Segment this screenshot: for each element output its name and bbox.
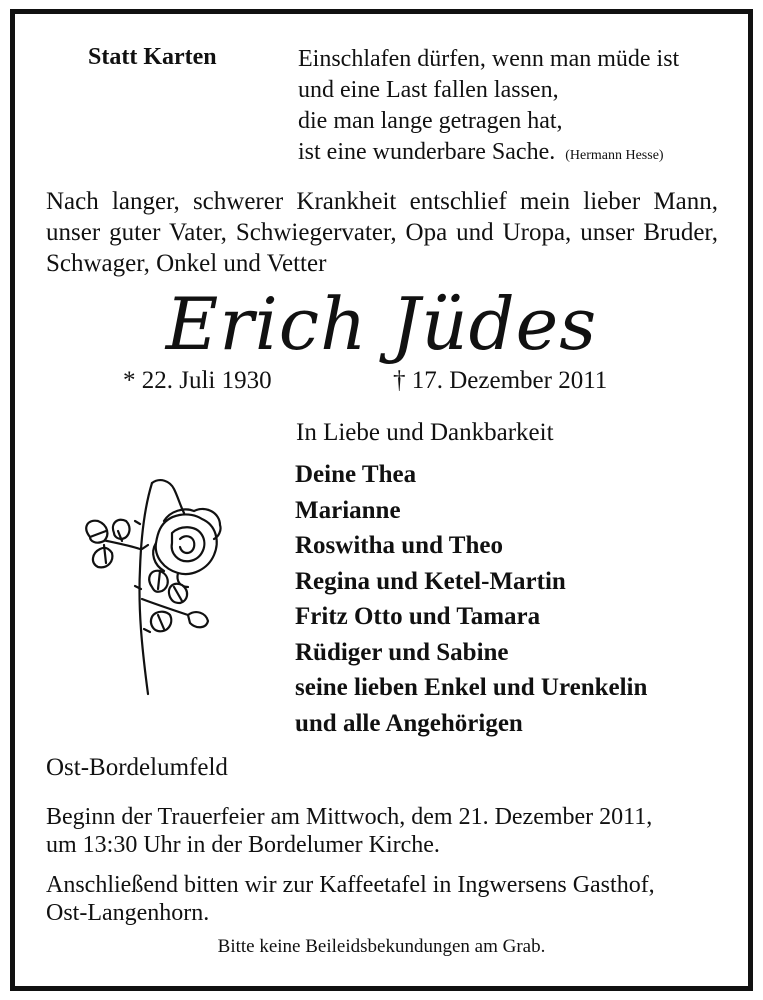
statt-karten-label: Statt Karten — [88, 44, 217, 70]
mourner-name: Fritz Otto und Tamara — [295, 603, 541, 630]
mourner-name: Marianne — [295, 496, 401, 524]
poem-line: die man lange getragen hat, — [298, 108, 563, 134]
mourner-name: Roswitha und Theo — [295, 532, 503, 559]
service-line: um 13:30 Uhr in der Bordelumer Kirche. — [46, 832, 440, 858]
footer-note: Bitte keine Beileidsbekundungen am Grab. — [217, 936, 546, 957]
mourner-name: Rüdiger und Sabine — [295, 638, 509, 666]
intro-paragraph: Nach langer, schwerer Krankheit entschlief mein lieber Mann, unser guter Vater, Schwiegervater, Opa und Uropa, unser Bruder, Schwager, Onkel und Vetter — [46, 188, 718, 277]
reception-line: Anschließend bitten wir zur Kaffeetafel in Ingwersens Gasthof, — [46, 872, 655, 898]
mourner-name: seine lieben Enkel und Urenkelin — [295, 674, 648, 701]
poem-line: Einschlafen dürfen, wenn man müde ist — [298, 46, 680, 72]
service-paragraph — [46, 803, 726, 859]
death-date: † 17. Dezember 2011 — [393, 367, 608, 394]
service-line: Beginn der Trauerfeier am Mittwoch, dem 21. Dezember 2011, — [46, 804, 653, 830]
poem-line-last — [298, 137, 679, 171]
mourners-list — [295, 457, 647, 741]
mourners-intro: In Liebe und Dankbarkeit — [296, 419, 554, 446]
poem-line-text: ist eine wunderbare Sache. — [298, 139, 556, 165]
reception-line: Ost-Langenhorn. — [46, 900, 210, 926]
reception-paragraph — [46, 871, 726, 927]
poem-line: und eine Last fallen lassen, — [298, 77, 559, 103]
poem-author: (Hermann Hesse) — [565, 148, 664, 163]
obituary-notice — [10, 9, 753, 991]
birth-date: * 22. Juli 1930 — [123, 367, 272, 394]
mourner-name: Regina und Ketel-Martin — [295, 567, 566, 595]
place-name: Ost-Bordelumfeld — [46, 754, 228, 781]
hesse-poem — [298, 44, 679, 171]
deceased-name: Erich Jüdes — [165, 282, 598, 366]
mourner-name: und alle Angehörigen — [295, 709, 523, 737]
mourner-name: Deine Thea — [295, 461, 417, 488]
rose-icon — [60, 469, 240, 699]
